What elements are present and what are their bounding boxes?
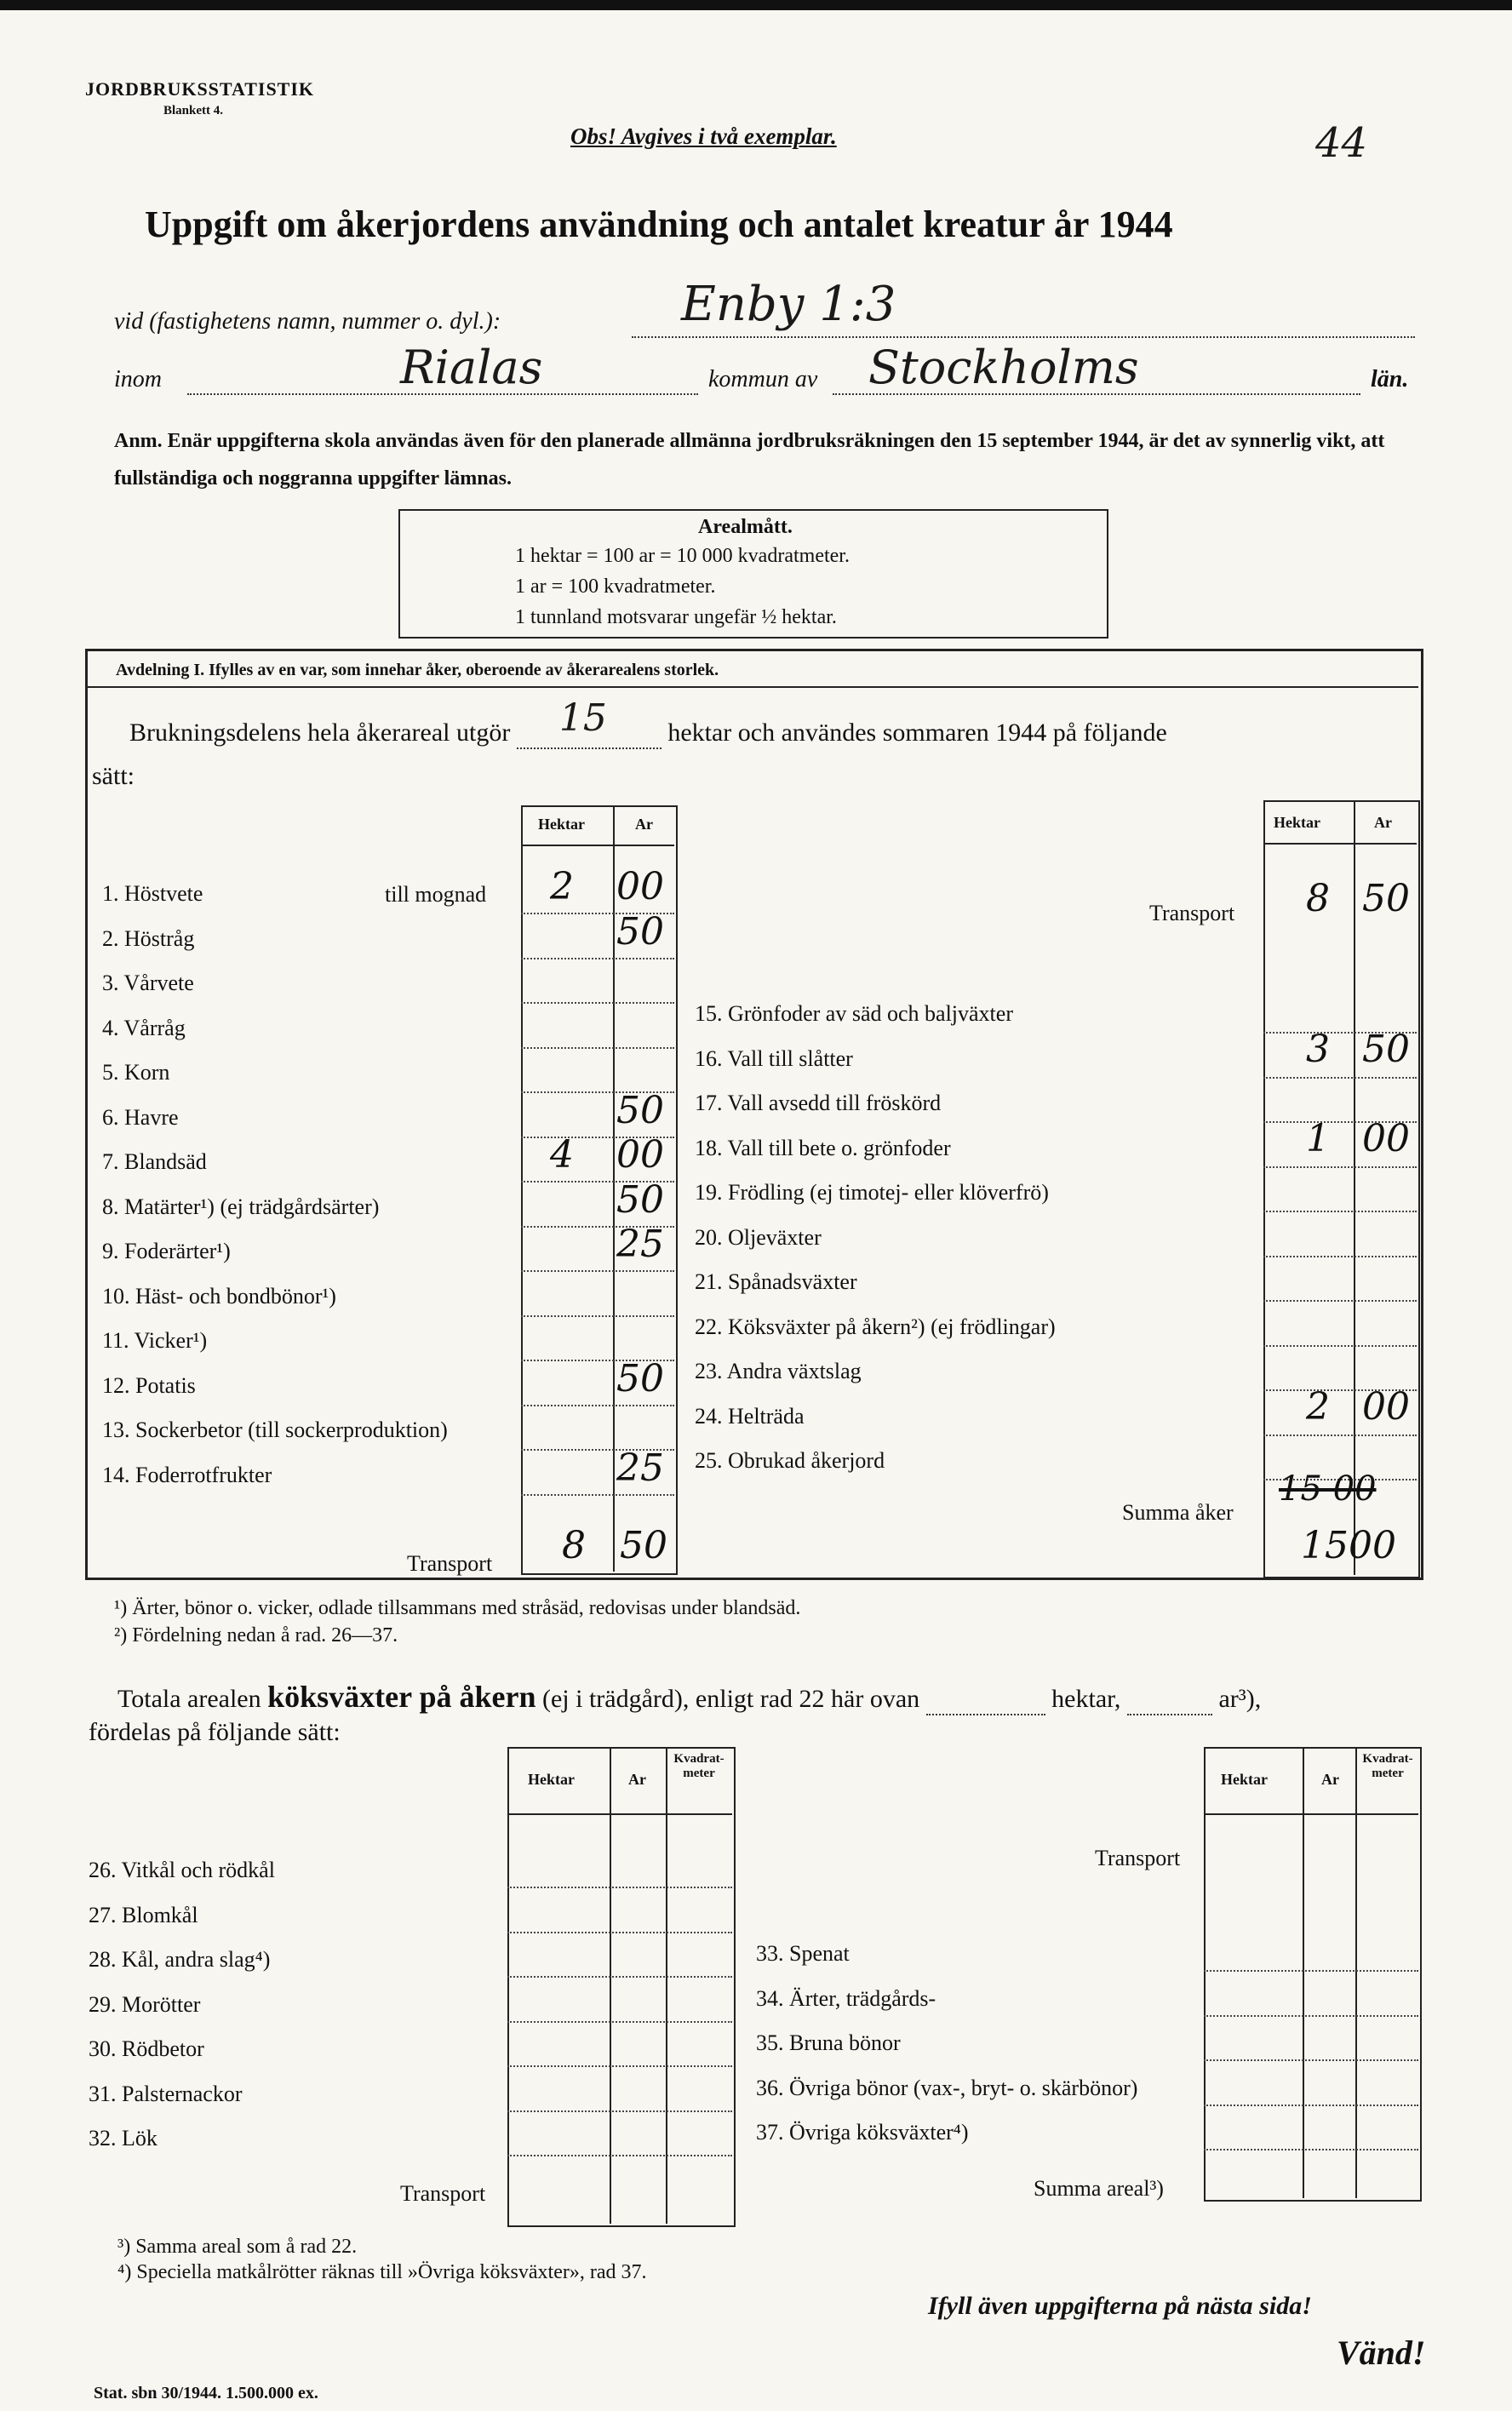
kok-summa-label: Summa areal³) xyxy=(1034,2176,1164,2201)
kok-intro-hektar: hektar, xyxy=(1051,1685,1121,1713)
kok-intro-a: Totala arealen xyxy=(117,1685,261,1713)
page-title: Uppgift om åkerjordens användning och antalet kreatur år 1944 xyxy=(145,203,1173,245)
acreage-total-value: 15 xyxy=(558,696,607,740)
left-table-divider xyxy=(613,805,615,1572)
crop-row-line xyxy=(521,1494,674,1496)
crop-row-line xyxy=(1263,1256,1417,1257)
crop-row-label: 22. Köksväxter på åkern²) (ej frödlingar) xyxy=(695,1314,1056,1339)
vegetable-row-label: 26. Vitkål och rödkål xyxy=(89,1858,275,1882)
crop-row-label: 16. Vall till slåtter xyxy=(695,1045,853,1071)
within-value[interactable]: Rialas xyxy=(400,341,543,394)
crop-row-line xyxy=(1263,1077,1417,1079)
kok-left-col-hektar: Hektar xyxy=(528,1771,575,1788)
crop-row-label: 2. Höstråg xyxy=(102,925,195,951)
left-col-ar: Ar xyxy=(635,816,653,833)
vegetable-row-line[interactable] xyxy=(507,1976,732,1978)
vegetable-row-label: 31. Palsternackor xyxy=(89,2081,243,2106)
vegetable-row-label: 33. Spenat xyxy=(756,1941,850,1966)
crop-row-label: 25. Obrukad åkerjord xyxy=(695,1448,885,1473)
crop-row-line xyxy=(521,1315,674,1317)
crop-row-ar[interactable]: 25 xyxy=(616,1446,664,1490)
acreage-intro xyxy=(129,696,1167,749)
right-transport-hektar[interactable]: 8 xyxy=(1306,877,1330,920)
page-number-handwritten: 44 xyxy=(1315,119,1368,167)
kok-right-transport: Transport xyxy=(1095,1846,1181,1870)
agency-name: JORDBRUKSSTATISTIK xyxy=(85,78,315,100)
kok-right-table xyxy=(1204,1747,1422,2202)
left-header-rule xyxy=(521,845,674,846)
fill-next-page-note: Ifyll även uppgifterna på nästa sida! xyxy=(928,2292,1312,2320)
kok-left-transport: Transport xyxy=(400,2181,486,2206)
left-transport-ar[interactable]: 50 xyxy=(620,1524,667,1567)
summa-aker-label: Summa åker xyxy=(1122,1500,1234,1525)
crop-row-line xyxy=(1263,1435,1417,1436)
crop-row-label: 18. Vall till bete o. grönfoder xyxy=(695,1135,951,1160)
right-col-ar: Ar xyxy=(1374,814,1392,831)
summa-aker-struck: 15 00 xyxy=(1279,1469,1377,1509)
right-transport-ar[interactable]: 50 xyxy=(1362,877,1410,920)
vegetable-row-line[interactable] xyxy=(507,1932,732,1933)
vegetable-row-line[interactable] xyxy=(1204,2015,1418,2017)
vegetable-row-label: 27. Blomkål xyxy=(89,1902,198,1927)
acreage-intro-a: Brukningsdelens hela åkerareal utgör xyxy=(129,719,511,747)
vegetable-row-line[interactable] xyxy=(507,2065,732,2067)
crop-row-line xyxy=(1263,1300,1417,1302)
crop-row-line xyxy=(521,1405,674,1406)
right-transport-label: Transport xyxy=(1149,901,1235,925)
summa-aker-value[interactable]: 1500 xyxy=(1301,1524,1396,1567)
obs-note: Obs! Avgives i två exemplar. xyxy=(570,123,837,149)
footnote-3: ³) Samma areal som å rad 22. xyxy=(117,2236,358,2258)
kok-left-col-kvm: Kvadrat-meter xyxy=(673,1752,724,1780)
vegetable-row-line[interactable] xyxy=(1204,2105,1418,2106)
section-1-heading-text: Avdelning I. Ifylles av en var, som innehar åker, oberoende av åkerarealens storlek. xyxy=(116,661,719,679)
left-transport-label: Transport xyxy=(407,1551,493,1576)
footnote-4: ⁴) Speciella matkålrötter räknas till »Övriga köksväxter», rad 37. xyxy=(117,2261,647,2283)
till-mognad-label: till mognad xyxy=(385,882,487,907)
form-number: Blankett 4. xyxy=(163,104,224,117)
crop-row-label: 5. Korn xyxy=(102,1060,170,1085)
crop-row-hektar[interactable]: 3 xyxy=(1306,1027,1330,1071)
note-text: Anm. Enär uppgifterna skola användas även för den planerade allmänna jordbruksräkningen den 15 september 1944, är det av synnerlig vikt, att fullständiga och noggranna uppgifter lämnas. xyxy=(114,430,1385,490)
crop-row-label: 19. Frödling (ej timotej- eller klöverfrö) xyxy=(695,1180,1049,1205)
crop-row-label: 10. Häst- och bondbönor¹) xyxy=(102,1283,336,1309)
right-col-hektar: Hektar xyxy=(1274,814,1320,831)
kok-right-col-ar: Ar xyxy=(1321,1771,1339,1788)
vegetable-row-line[interactable] xyxy=(507,2021,732,2023)
vegetable-row-label: 32. Lök xyxy=(89,2126,158,2150)
property-value[interactable]: Enby 1:3 xyxy=(681,277,896,332)
crop-row-line xyxy=(521,958,674,959)
crop-row-label: 6. Havre xyxy=(102,1104,179,1130)
crop-row-label: 15. Grönfoder av säd och baljväxter xyxy=(695,1001,1013,1026)
crop-row-label: 8. Matärter¹) (ej trädgårdsärter) xyxy=(102,1194,380,1219)
lan-label: län. xyxy=(1371,366,1409,392)
vegetable-row-label: 34. Ärter, trädgårds- xyxy=(756,1985,936,2011)
right-table-divider xyxy=(1354,800,1355,1575)
vegetable-row-label: 36. Övriga bönor (vax-, bryt- o. skärbönor) xyxy=(756,2075,1138,2100)
kok-intro xyxy=(117,1679,1261,1715)
areal-row-2: 1 ar = 100 kvadratmeter. xyxy=(515,576,716,598)
crop-row-label: 12. Potatis xyxy=(102,1372,196,1398)
crop-row-ar[interactable]: 50 xyxy=(616,1356,664,1400)
crop-row-line xyxy=(1263,1166,1417,1168)
vegetable-row-label: 30. Rödbetor xyxy=(89,2036,204,2061)
kok-right-header-rule xyxy=(1204,1813,1418,1815)
acreage-total-field[interactable] xyxy=(517,696,662,749)
crop-row-ar[interactable]: 50 xyxy=(616,909,664,954)
kok-intro-bold: köksväxter på åkern xyxy=(267,1680,536,1714)
kok-left-div-2 xyxy=(666,1747,667,2224)
crop-row-label: 24. Helträda xyxy=(695,1403,805,1429)
property-label: vid (fastighetens namn, nummer o. dyl.): xyxy=(114,308,501,335)
crop-row-ar[interactable]: 50 xyxy=(616,1177,664,1222)
crop-row-label: 9. Foderärter¹) xyxy=(102,1239,231,1263)
right-header-rule xyxy=(1263,843,1417,845)
left-transport-hektar[interactable]: 8 xyxy=(562,1524,586,1567)
crop-row-ar[interactable]: 00 xyxy=(1362,1116,1410,1160)
kok-right-col-kvm: Kvadrat-meter xyxy=(1362,1752,1413,1780)
top-border xyxy=(0,0,1512,10)
kok-intro-b: (ej i trädgård), enligt rad 22 här ovan xyxy=(542,1685,920,1713)
vegetable-row-line[interactable] xyxy=(507,1887,732,1888)
crop-row-label: 13. Sockerbetor (till sockerproduktion) xyxy=(102,1417,448,1442)
kommun-label: kommun av xyxy=(708,366,818,392)
vegetable-row-line[interactable] xyxy=(1204,1970,1418,1972)
section-1-heading xyxy=(85,649,1418,688)
vegetable-row-line[interactable] xyxy=(1204,2059,1418,2061)
acreage-intro-b: hektar och användes sommaren 1944 på följande xyxy=(667,719,1167,747)
crop-row-hektar[interactable]: 1 xyxy=(1306,1116,1330,1160)
crop-row-line xyxy=(521,1002,674,1004)
vegetable-row-line[interactable] xyxy=(1204,2149,1418,2150)
crop-row-label: 20. Oljeväxter xyxy=(695,1224,822,1250)
footnote-1: ¹) Ärter, bönor o. vicker, odlade tillsammans med stråsäd, redovisas under blandsäd. xyxy=(114,1597,801,1619)
crop-row-line xyxy=(1263,1345,1417,1347)
crop-row-line xyxy=(521,1047,674,1049)
vegetable-row-label: 28. Kål, andra slag⁴) xyxy=(89,1947,271,1972)
acreage-intro-c: sätt: xyxy=(92,762,135,790)
crop-row-label: 23. Andra växtslag xyxy=(695,1359,862,1383)
crop-row-label: 1. Höstvete xyxy=(102,881,203,906)
kok-intro-c: fördelas på följande sätt: xyxy=(89,1718,341,1746)
crop-row-ar[interactable]: 25 xyxy=(616,1223,664,1266)
kok-left-col-ar: Ar xyxy=(628,1771,646,1788)
kok-right-col-hektar: Hektar xyxy=(1221,1771,1268,1788)
crop-row-ar[interactable]: 00 xyxy=(1362,1384,1410,1429)
crop-row-label: 4. Vårråg xyxy=(102,1015,186,1040)
crop-row-ar[interactable]: 00 xyxy=(616,1133,664,1177)
vegetable-row-label: 29. Morötter xyxy=(89,1991,201,2017)
crop-row-label: 3. Vårvete xyxy=(102,971,194,995)
vegetable-row-label: 35. Bruna bönor xyxy=(756,2030,901,2055)
areal-row-3: 1 tunnland motsvarar ungefär ½ hektar. xyxy=(515,606,837,628)
kok-left-div-1 xyxy=(610,1747,611,2224)
crop-row-ar[interactable]: 00 xyxy=(616,865,664,908)
left-col-hektar: Hektar xyxy=(538,816,585,833)
areal-box xyxy=(398,509,1108,639)
vegetable-row-label: 37. Övriga köksväxter⁴) xyxy=(756,2120,969,2145)
crop-row-label: 17. Vall avsedd till fröskörd xyxy=(695,1091,942,1115)
crop-row-hektar[interactable]: 2 xyxy=(550,865,574,908)
kok-ar-field[interactable] xyxy=(1127,1685,1212,1715)
areal-row-1: 1 hektar = 100 ar = 10 000 kvadratmeter. xyxy=(515,545,850,567)
footnote-2: ²) Fördelning nedan å rad. 26—37. xyxy=(114,1624,398,1646)
kok-hektar-field[interactable] xyxy=(926,1685,1045,1715)
turn-over-note: Vänd! xyxy=(1337,2334,1426,2372)
vegetable-row-line[interactable] xyxy=(507,2110,732,2112)
crop-row-hektar[interactable]: 2 xyxy=(1306,1384,1330,1429)
vegetable-row-line[interactable] xyxy=(507,2155,732,2156)
areal-title: Arealmått. xyxy=(698,516,793,538)
print-info: Stat. sbn 30/1944. 1.500.000 ex. xyxy=(94,2384,318,2402)
property-line xyxy=(632,336,1415,338)
crop-row-label: 7. Blandsäd xyxy=(102,1149,207,1174)
kok-left-header-rule xyxy=(507,1813,732,1815)
county-value[interactable]: Stockholms xyxy=(868,341,1139,394)
crop-row-ar[interactable]: 50 xyxy=(616,1088,664,1132)
crop-row-line xyxy=(521,1270,674,1272)
crop-row-line xyxy=(1263,1211,1417,1212)
crop-row-label: 21. Spånadsväxter xyxy=(695,1269,857,1294)
crop-row-label: 14. Foderrotfrukter xyxy=(102,1462,272,1487)
crop-row-label: 11. Vicker¹) xyxy=(102,1328,208,1353)
kok-intro-ar: ar³), xyxy=(1218,1685,1262,1713)
within-label: inom xyxy=(114,366,162,392)
crop-row-ar[interactable]: 50 xyxy=(1362,1027,1410,1071)
crop-row-hektar[interactable]: 4 xyxy=(550,1133,574,1177)
